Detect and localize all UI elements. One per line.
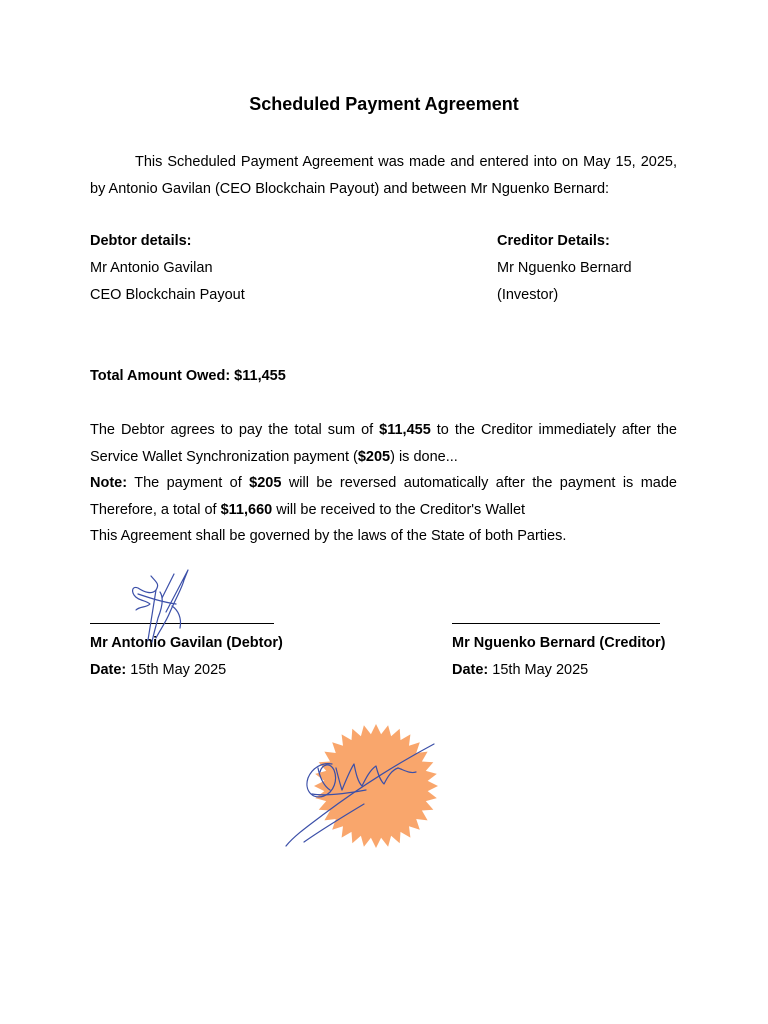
- debtor-date: [90, 657, 283, 684]
- debtor-role: CEO Blockchain Payout: [90, 287, 245, 303]
- debtor-signature-icon: [126, 568, 210, 646]
- total-received-line: [90, 497, 677, 524]
- total-text: will be received to the Creditor's Wallet: [272, 501, 526, 518]
- note-label: Note:: [90, 475, 128, 492]
- terms-text: Service Wallet Synchronization payment (: [90, 448, 358, 465]
- terms-line-2: [90, 444, 677, 471]
- creditor-role: (Investor): [497, 287, 559, 303]
- creditor-name: Mr Nguenko Bernard: [497, 260, 632, 276]
- debtor-signature-label: Mr Antonio Gavilan (Debtor): [90, 635, 283, 651]
- creditor-signature-block: [452, 630, 666, 684]
- seal-stamp-icon: [284, 724, 444, 850]
- terms-text: The Debtor agrees to pay the total sum of: [90, 422, 380, 438]
- debtor-heading: Debtor details:: [90, 233, 192, 249]
- sync-fee: $205: [357, 448, 391, 465]
- terms-text: to the Creditor immediately after the: [430, 422, 677, 438]
- creditor-date: [452, 657, 666, 684]
- creditor-details: [497, 228, 632, 309]
- total-text: Therefore, a total of: [90, 501, 221, 518]
- terms-text: ) is done...: [390, 448, 458, 465]
- total-amount-owed: Total Amount Owed: $11,455: [90, 368, 286, 384]
- governing-law: This Agreement shall be governed by the laws of the State of both Parties.: [90, 528, 567, 545]
- date-label: Date:: [90, 662, 127, 678]
- total-received-amount: $11,660: [220, 501, 273, 518]
- note-text: will be reversed automatically after the payment is made: [281, 475, 677, 492]
- note-text: The payment of: [127, 475, 250, 492]
- reversed-amount: $205: [249, 475, 282, 492]
- date-label: Date:: [452, 662, 489, 678]
- terms-line-1: [90, 417, 677, 444]
- creditor-heading: Creditor Details:: [497, 233, 610, 249]
- agreement-terms: [90, 417, 677, 550]
- page-title: Scheduled Payment Agreement: [249, 94, 519, 114]
- creditor-signature-line: [452, 623, 660, 624]
- signature-ink: [133, 570, 188, 642]
- debtor-name: Mr Antonio Gavilan: [90, 260, 213, 276]
- creditor-signature-label: Mr Nguenko Bernard (Creditor): [452, 635, 666, 651]
- seal-starburst: [314, 724, 438, 848]
- date-value: 15th May 2025: [126, 662, 227, 678]
- date-value: 15th May 2025: [488, 662, 589, 678]
- debtor-details: [90, 228, 245, 309]
- amount-owed: $11,455: [379, 422, 431, 438]
- note-line: [90, 470, 677, 497]
- intro-paragraph: This Scheduled Payment Agreement was made and entered into on May 15, 2025, by Antonio Gavilan (CEO Blockchain Payout) and between Mr Nguenko Bernard:: [90, 154, 677, 197]
